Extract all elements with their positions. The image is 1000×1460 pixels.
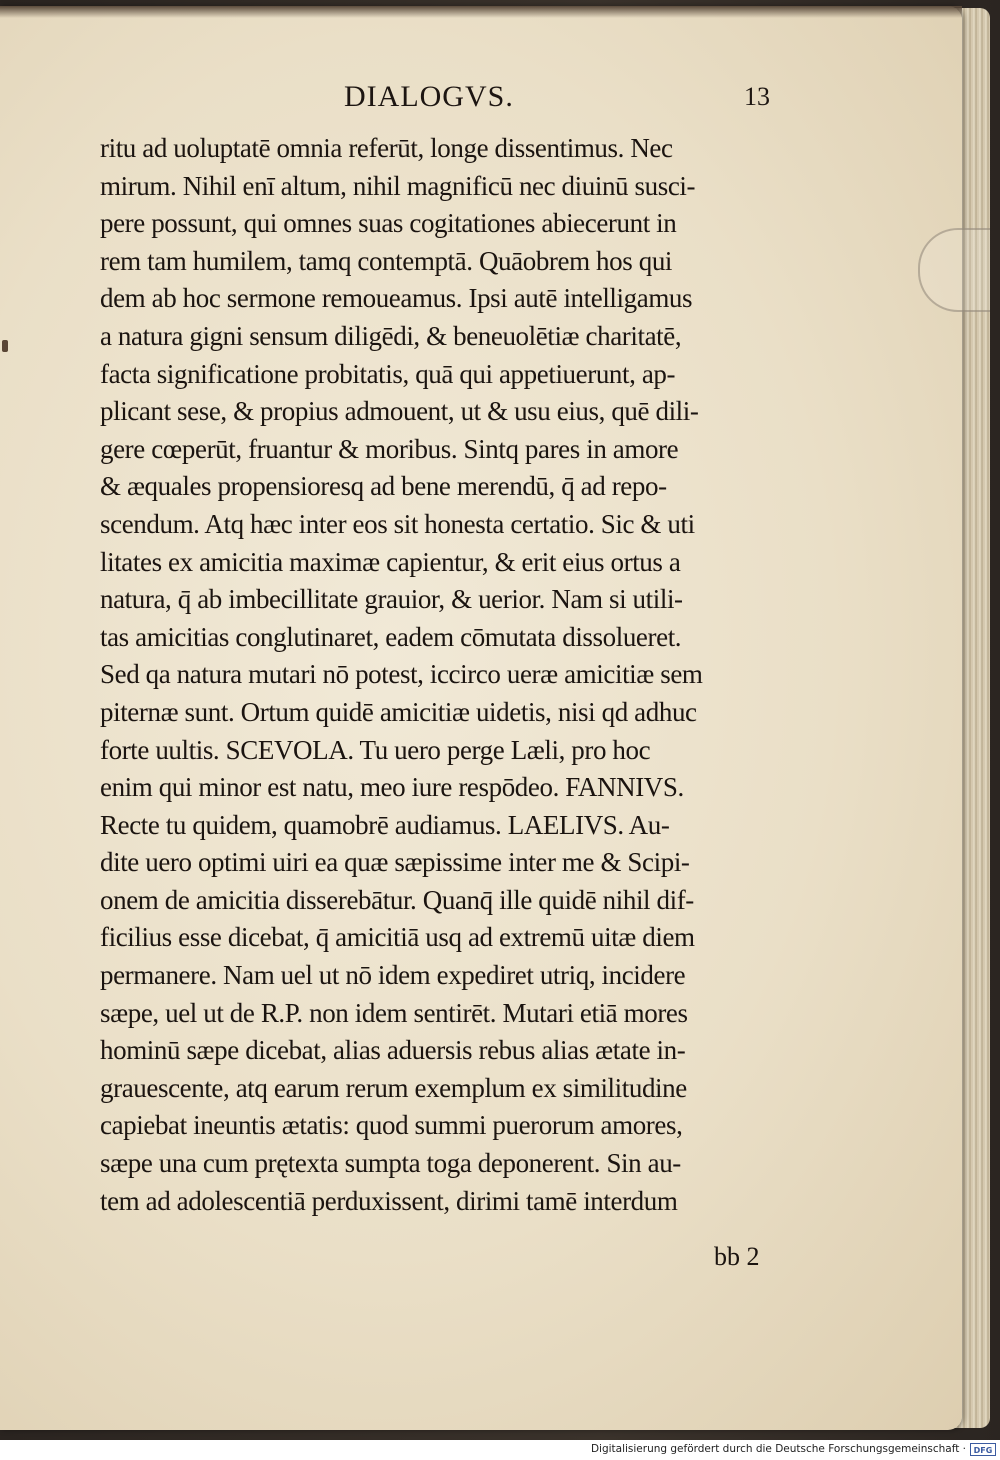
text-line: piternæ sunt. Ortum quidē amicitiæ uidetis, nisi qd adhuc xyxy=(100,696,697,727)
text-line: rem tam humilem, tamq contemptā. Quāobrem hos qui xyxy=(100,245,673,276)
text-line: gere cœperūt, fruantur & moribus. Sintq pares in amore xyxy=(100,433,679,464)
text-line: capiebat ineuntis ætatis: quod summi puerorum amores, xyxy=(100,1110,683,1141)
text-line: facta significatione probitatis, quā qui appetiuerunt, ap- xyxy=(100,358,676,389)
text-line: grauescente, atq earum rerum exemplum ex similitudine xyxy=(100,1072,687,1103)
text-line: pere possunt, qui omnes suas cogitationes abiecerunt in xyxy=(100,208,677,239)
book-page xyxy=(0,6,962,1430)
text-line: & æquales propensioresq ad bene merendū, q̄ ad repo- xyxy=(100,471,667,502)
text-line: mirum. Nihil enī altum, nihil magnificū nec diuinū susci- xyxy=(100,170,696,201)
margin-mark xyxy=(2,340,8,352)
text-line: Sed qa natura mutari nō potest, iccirco ueræ amicitiæ sem xyxy=(100,659,703,690)
text-line: litates ex amicitia maximæ capientur, & erit eius ortus a xyxy=(100,546,681,577)
text-line: dite uero optimi uiri ea quæ sæpissime inter me & Scipi- xyxy=(100,847,690,878)
footer-bar xyxy=(0,1440,1000,1460)
text-line: scendum. Atq hæc inter eos sit honesta certatio. Sic & uti xyxy=(100,508,695,539)
text-line: ritu ad uoluptatē omnia referūt, longe dissentimus. Nec xyxy=(100,133,673,163)
running-head: DIALOGVS. xyxy=(344,80,514,113)
signature-mark: bb 2 xyxy=(714,1242,760,1271)
text-line: sæpe una cum prętexta sumpta toga deponerent. Sin au- xyxy=(100,1148,681,1179)
body-text xyxy=(100,130,845,1220)
page-number: 13 xyxy=(744,82,770,111)
text-line: ficilius esse dicebat, q̄ amicitiā usq ad extremū uitæ diem xyxy=(100,922,695,953)
text-line: tem ad adolescentiā perduxissent, dirimi tamē interdum xyxy=(100,1185,678,1216)
text-line: plicant sese, & propius admouent, ut & usu eius, quē dili- xyxy=(100,396,699,427)
text-line: permanere. Nam uel ut nō idem expediret utriq, incidere xyxy=(100,960,686,991)
text-line: sæpe, uel ut de R.P. non idem sentirēt. Mutari etiā mores xyxy=(100,997,688,1028)
funding-credit: Digitalisierung gefördert durch die Deutsche Forschungsgemeinschaft · xyxy=(590,1443,966,1455)
text-line: a natura gigni sensum diligēdi, & beneuolētiæ charitatē, xyxy=(100,320,682,351)
text-line: dem ab hoc sermone remoueamus. Ipsi autē intelligamus xyxy=(100,283,693,314)
text-line: onem de amicitia disserebātur. Quanq̄ ille quidē nihil dif- xyxy=(100,884,694,915)
dfg-logo-icon: DFG xyxy=(970,1443,996,1456)
page-clip xyxy=(918,228,990,312)
text-line: Recte tu quidem, quamobrē audiamus. LAELIVS. Au- xyxy=(100,809,670,840)
text-line: hominū sæpe dicebat, alias aduersis rebus alias ætate in- xyxy=(100,1035,686,1066)
text-line: forte uultis. SCEVOLA. Tu uero perge Læli, pro hoc xyxy=(100,734,651,765)
page-top-shadow xyxy=(0,6,962,18)
text-line: enim qui minor est natu, meo iure respōdeo. FANNIVS. xyxy=(100,772,684,803)
text-line: natura, q̄ ab imbecillitate grauior, & uerior. Nam si utili- xyxy=(100,584,683,615)
page-header xyxy=(100,80,840,124)
text-line: tas amicitias conglutinaret, eadem cōmutata dissolueret. xyxy=(100,621,682,652)
